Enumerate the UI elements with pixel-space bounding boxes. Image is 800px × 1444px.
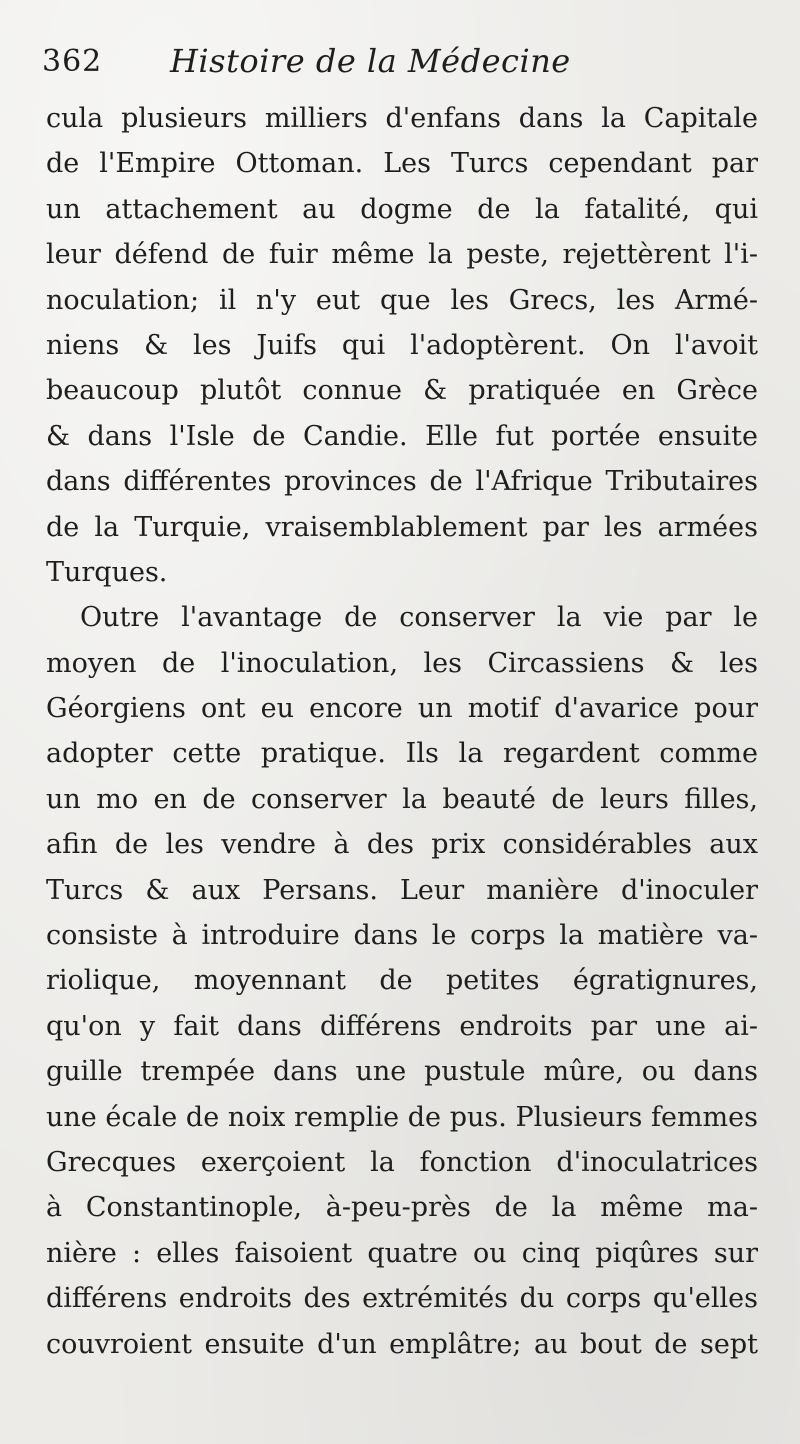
paragraph-start-line: Outre l'avantage de conserver la vie par le <box>80 602 758 634</box>
text-line: Grecques exerçoient la fonction d'inoculatrices <box>46 1146 758 1178</box>
text-line: guille trempée dans une pustule mûre, ou dans <box>46 1056 758 1088</box>
text-line: différens endroits des extrémités du corps qu'elles <box>46 1283 758 1315</box>
text-line: de l'Empire Ottoman. Les Turcs cependant par <box>46 148 758 180</box>
text-line: Turcs & aux Persans. Leur manière d'inoculer <box>46 874 758 906</box>
text-line: dans différentes provinces de l'Afrique Tributaires <box>46 466 758 498</box>
text-line: nière : elles faisoient quatre ou cinq piqûres sur <box>46 1237 758 1269</box>
text-line: consiste à introduire dans le corps la matière va- <box>46 920 758 952</box>
running-title: Histoire de la Médecine <box>170 42 571 80</box>
page-number: 362 <box>42 44 103 79</box>
text-line: afin de les vendre à des prix considérables aux <box>46 829 758 861</box>
text-line: leur défend de fuir même la peste, rejettèrent l'i- <box>46 239 758 271</box>
text-line: à Constantinople, à-peu-près de la même ma- <box>46 1192 758 1224</box>
text-line: & dans l'Isle de Candie. Elle fut portée ensuite <box>46 420 758 452</box>
text-line: beaucoup plutôt connue & pratiquée en Grèce <box>46 375 758 407</box>
body-text <box>46 96 758 1367</box>
text-line: riolique, moyennant de petites égratignures, <box>46 965 758 997</box>
text-line: noculation; il n'y eut que les Grecs, les Armé- <box>46 284 758 316</box>
paragraph-end-line: Turques. <box>46 556 168 588</box>
text-line: qu'on y fait dans différens endroits par une ai- <box>46 1010 758 1042</box>
text-line: une écale de noix remplie de pus. Plusieurs femmes <box>46 1101 758 1133</box>
text-line: un attachement au dogme de la fatalité, qui <box>46 193 758 225</box>
text-line: de la Turquie, vraisemblablement par les armées <box>46 511 758 543</box>
text-line: moyen de l'inoculation, les Circassiens & les <box>46 647 758 679</box>
text-line: couvroient ensuite d'un emplâtre; au bout de sept <box>46 1328 758 1360</box>
text-line: Géorgiens ont eu encore un motif d'avarice pour <box>46 693 758 725</box>
text-line: adopter cette pratique. Ils la regardent comme <box>46 738 758 770</box>
text-line: un mo en de conserver la beauté de leurs filles, <box>46 783 758 815</box>
text-line: niens & les Juifs qui l'adoptèrent. On l'avoit <box>46 329 758 361</box>
page-header <box>42 40 762 96</box>
text-line: cula plusieurs milliers d'enfans dans la Capitale <box>46 103 758 134</box>
